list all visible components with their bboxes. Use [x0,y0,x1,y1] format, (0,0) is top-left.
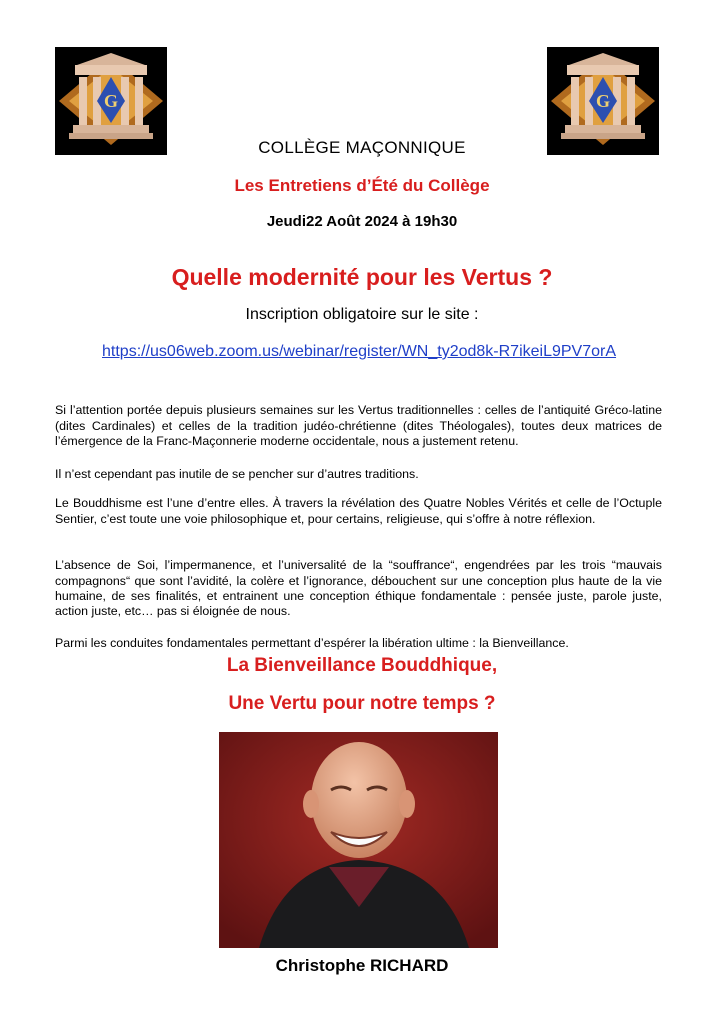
series-title: Les Entretiens d’Été du Collège [234,176,490,195]
topic-title-line2: Une Vertu pour notre temps ? [228,693,496,714]
body-paragraph: Le Bouddhisme est l’une d’entre elles. À travers la révélation des Quatre Nobles Vérités et celle de l’Octuple Sentier, c’est toute une voie philosophique et, pour certains, religieuse, qui s’offre à notre réflexion. [55,496,662,526]
registration-label: Inscription obligatoire sur le site : [245,306,479,323]
speaker-name: Christophe RICHARD [275,956,449,975]
college-title: COLLÈGE MAÇONNIQUE [258,138,466,157]
body-paragraph: L’absence de Soi, l’impermanence, et l’universalité de la “souffrance“, engendrées par les trois “mauvais compagnons“ que sont l’avidité, la colère et l’ignorance, débouchent sur une conception plus haute de la vie humaine, de ses finalités, et entrainent une conception éthique fondamentale : pensée juste, parole juste, action juste, etc… pas si éloignée de nous. [55,558,662,618]
headline: Quelle modernité pour les Vertus ? [171,264,553,290]
topic-title-line1: La Bienveillance Bouddhique, [226,655,498,676]
body-paragraph: Il n’est cependant pas inutile de se pencher sur d’autres traditions. [55,467,419,482]
registration-link[interactable]: https://us06web.zoom.us/webinar/register/WN_ty2od8k-R7ikeiL9PV7orA [102,343,617,360]
body-paragraph: Si l’attention portée depuis plusieurs semaines sur les Vertus traditionnelles : celles de l’antiquité Gréco-latine (dites Cardinales) et celles de la tradition judéo-chrétienne (dites Théologales), toutes deux matrices de l’émergence de la Franc-Maçonnerie moderne occidentale, nous a justement retenu. [55,403,662,448]
svg-text:G: G [595,91,611,111]
speaker-photo [219,732,498,948]
svg-text:G: G [103,91,119,111]
body-paragraph: Parmi les conduites fondamentales permettant d’espérer la libération ultime : la Bienveillance. [55,636,569,651]
event-date: Jeudi22 Août 2024 à 19h30 [266,213,458,230]
